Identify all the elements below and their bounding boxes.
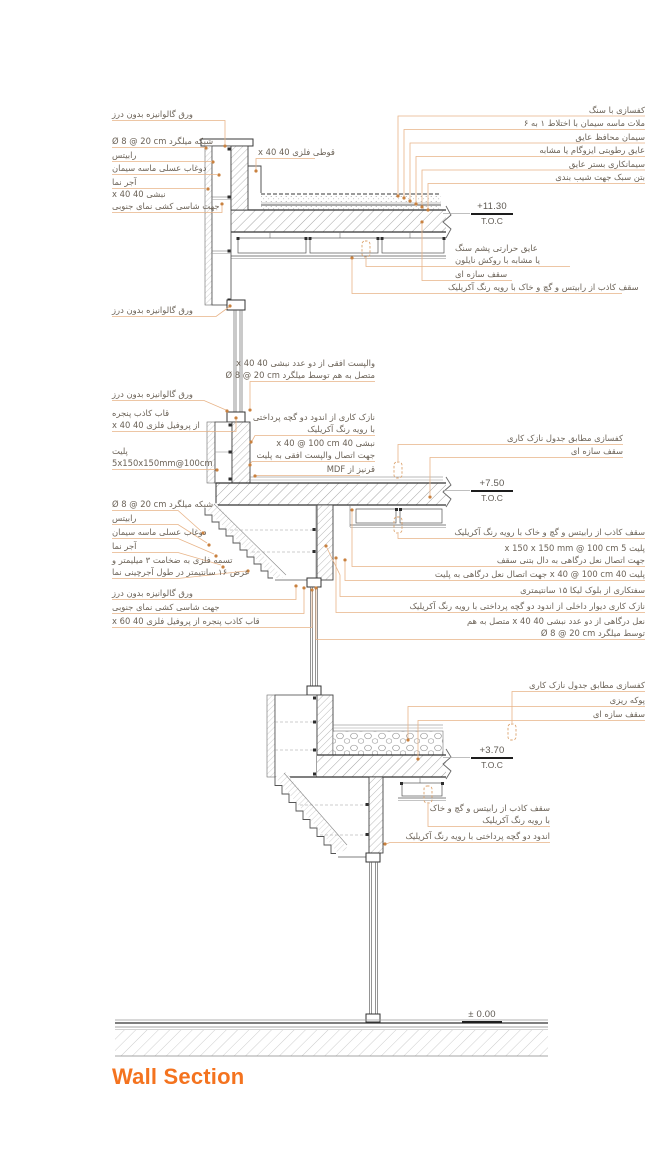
- annotation-label: [112, 177, 224, 189]
- annotation-line: والپست افقی از دو عدد نبشی 40 x 40: [236, 358, 375, 368]
- annotation-line: 5x150x150mm@100cm: [112, 457, 213, 468]
- annotation-label: [455, 269, 645, 281]
- annotation-label: [112, 602, 262, 614]
- level-datum: T.O.C: [481, 216, 503, 226]
- annotation-label: [175, 464, 375, 476]
- annotation-line: ورق گالوانیزه بدون درز: [112, 588, 193, 598]
- annotation-label: [112, 136, 224, 148]
- annotation-line: جهت شاسی کشی نمای جنوبی: [112, 602, 220, 612]
- annotation-label: [112, 305, 224, 317]
- annotation-line: متصل به هم توسط میلگرد Ø 8 @ 20 cm: [225, 369, 375, 380]
- annotation-line: کفسازی مطابق جدول نازک کاری: [507, 433, 623, 443]
- annotation-label: [425, 709, 645, 721]
- annotation-label: [112, 499, 262, 511]
- annotation-line: عایق حرارتی پشم سنگ: [455, 243, 538, 253]
- annotation-line: پلیت 5 x 150 x 150 mm @ 100 cm: [504, 543, 645, 553]
- annotation-line: پلیت 40 x 40 @ 100 cm جهت اتصال نعل درگاهی به پلیت: [434, 569, 645, 579]
- annotation-line: عرض ۱۶ سانتیمتر در طول آجرچینی نما: [112, 566, 250, 577]
- annotation-label: [258, 147, 353, 159]
- annotation-line: دوغاب عسلی ماسه سیمان: [112, 527, 207, 537]
- annotation-line: سیمان محافظ عایق: [575, 132, 645, 142]
- annotation-line: شبکه میلگرد Ø 8 @ 20 cm: [112, 499, 214, 509]
- annotation-line: نبشی 40 x 40: [112, 189, 166, 199]
- annotation-line: سقف کاذب از رابیتس و گچ و خاک: [429, 803, 550, 813]
- annotation-line: یا مشابه با روکش نایلون: [455, 254, 540, 265]
- annotation-label: [395, 145, 645, 157]
- annotation-label: [425, 446, 623, 458]
- annotation-label: [395, 118, 645, 130]
- level-marker: [471, 478, 513, 503]
- level-datum: T.O.C: [481, 493, 503, 503]
- annotation-label: [112, 588, 262, 600]
- annotation-label: [425, 680, 645, 692]
- annotation-line: جهت اتصال والپست افقی به پلیت: [256, 449, 375, 460]
- annotation-line: کفسازی مطابق جدول نازک کاری: [529, 680, 645, 690]
- annotation-line: اندود دو گچه پرداختی با رویه رنگ آکریلیک: [405, 831, 550, 841]
- annotation-line: عایق رطوبتی ایزوگام یا مشابه: [539, 145, 645, 155]
- annotation-line: پوکه ریزی: [609, 695, 645, 705]
- annotation-line: ملات ماسه سیمان با اختلاط ۱ به ۶: [523, 118, 645, 128]
- annotation-label: [175, 412, 375, 435]
- annotation-line: از پروفیل فلزی 40 x 40: [112, 419, 200, 430]
- annotation-label: [395, 585, 645, 597]
- annotation-label: [448, 282, 648, 294]
- annotation-line: نازک کاری دیوار داخلی از اندود دو گچه پرداختی با رویه رنگ آکریلیک: [409, 601, 645, 611]
- level-marker: [471, 201, 513, 226]
- annotation-line: نازک کاری از اندود دو گچه پرداختی: [252, 412, 375, 422]
- window-2: [307, 578, 321, 695]
- annotation-label: [395, 105, 645, 117]
- annotation-label: [112, 555, 272, 578]
- annotation-line: جهت شاسی کشی نمای جنوبی: [112, 200, 220, 211]
- annotation-label: [112, 389, 224, 401]
- annotation-label: [112, 150, 224, 162]
- annotation-label: [425, 695, 645, 707]
- annotation-line: سقف سازه ای: [455, 269, 508, 279]
- annotation-label: [385, 569, 645, 581]
- level-marker: [471, 745, 513, 770]
- annotation-line: رابیتس: [112, 513, 137, 523]
- annotation-line: شبکه میلگرد Ø 8 @ 20 cm: [112, 136, 214, 146]
- annotation-line: رابیتس: [112, 150, 137, 160]
- level-lines: [443, 214, 470, 758]
- annotation-line: توسط میلگرد Ø 8 @ 20 cm: [540, 627, 645, 638]
- annotation-line: سقف سازه ای: [592, 709, 645, 719]
- level-datum: T.O.C: [481, 760, 503, 770]
- annotation-label: [112, 163, 224, 175]
- annotation-line: ورق گالوانیزه بدون درز: [112, 305, 193, 315]
- annotation-line: قرنیز از MDF: [326, 464, 375, 474]
- annotation-label: [395, 527, 645, 539]
- annotation-label: [395, 159, 645, 171]
- annotation-label: [175, 358, 375, 381]
- annotation-line: نعل درگاهی از دو عدد نبشی 40 x 40 متصل به هم: [466, 616, 645, 626]
- annotation-label: [175, 438, 375, 461]
- level-value: +11.30: [471, 201, 513, 215]
- level-value: +7.50: [471, 478, 513, 492]
- annotation-line: قاب کاذب پنجره از پروفیل فلزی 40 x 60: [112, 616, 260, 626]
- annotation-line: تسمه فلزی به ضخامت ۳ میلیمتر و: [112, 555, 233, 565]
- annotation-line: سیمانکاری بستر عایق: [568, 159, 645, 169]
- annotation-line: کفسازی با سنگ: [588, 105, 645, 115]
- annotation-line: با رویه رنگ آکریلیک: [482, 814, 550, 825]
- annotation-line: سقف کاذب از رابیتس و گچ و خاک با رویه رنگ آکریلیک: [448, 282, 639, 292]
- annotation-label: [385, 601, 645, 613]
- annotation-line: با رویه رنگ آکریلیک: [307, 423, 375, 434]
- annotation-label: [112, 541, 262, 553]
- annotation-label: [395, 132, 645, 144]
- level-value: ± 0.00: [462, 1009, 502, 1023]
- annotation-line: ورق گالوانیزه بدون درز: [112, 389, 193, 399]
- annotation-line: جهت اتصال نعل درگاهی به دال بتنی سقف: [496, 554, 645, 565]
- annotation-line: آجر نما: [112, 541, 137, 551]
- annotation-label: [395, 616, 645, 639]
- annotation-label: [455, 243, 645, 266]
- annotation-label: [112, 109, 224, 121]
- annotation-line: قوطی فلزی 40 x 40: [258, 147, 335, 157]
- ground-slab: [115, 1020, 548, 1056]
- level-value: +3.70: [471, 745, 513, 759]
- annotation-label: [350, 831, 550, 843]
- annotation-label: [112, 513, 262, 525]
- annotation-label: [425, 433, 623, 445]
- annotation-line: دوغاب عسلی ماسه سیمان: [112, 163, 207, 173]
- annotation-line: سقف سازه ای: [570, 446, 623, 456]
- annotation-line: بتن سبک جهت شیب بندی: [555, 172, 645, 182]
- annotation-label: [395, 172, 645, 184]
- annotation-label: [112, 616, 277, 628]
- annotation-line: نبشی 40 x 40 @ 100 cm: [276, 438, 375, 448]
- annotation-line: سفتکاری از بلوک لیکا ۱۵ سانتیمتری: [520, 585, 645, 595]
- annotation-label: [395, 543, 645, 566]
- annotation-line: پلیت: [112, 446, 128, 456]
- annotation-label: [112, 189, 230, 212]
- annotation-label: [112, 527, 262, 539]
- level-marker: [462, 1009, 502, 1023]
- annotation-line: سقف کاذب از رابیتس و گچ و خاک با رویه رنگ آکریلیک: [454, 527, 645, 537]
- annotation-label: [350, 803, 550, 826]
- annotation-line: آجر نما: [112, 177, 137, 187]
- window-3: [366, 853, 380, 1022]
- drawing-title: Wall Section: [112, 1064, 245, 1089]
- annotation-line: قاب کاذب پنجره: [112, 408, 170, 418]
- annotation-line: ورق گالوانیزه بدون درز: [112, 109, 193, 119]
